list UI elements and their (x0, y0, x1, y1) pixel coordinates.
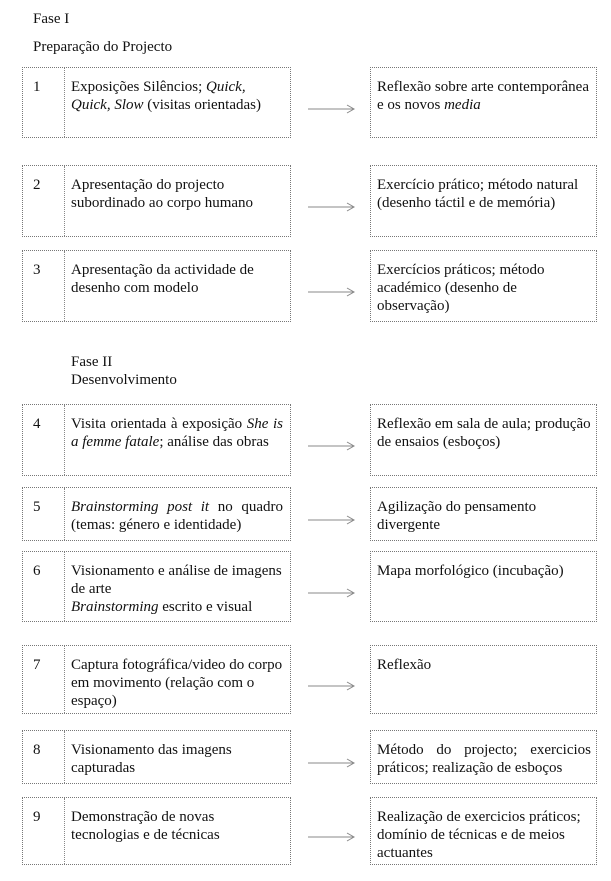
text-segment: Quick, Slow (71, 97, 144, 113)
box-divider (64, 405, 65, 475)
step-activity-text: Visionamento das imagens capturadas (71, 742, 232, 776)
arrow-right-icon (308, 585, 356, 595)
text-segment: Visionamento e análise de imagens de arte (71, 563, 282, 597)
step-outcome-box (370, 404, 597, 476)
step-outcome-text: Agilização do pensamento divergente (377, 499, 537, 533)
text-segment: Reflexão sobre arte contemporânea e os novos (377, 79, 589, 113)
box-divider (64, 552, 65, 621)
arrow-right-icon (308, 199, 356, 209)
step-number: 2 (33, 177, 41, 193)
step-activity-box (22, 645, 291, 714)
text-segment: escrito e visual (158, 599, 253, 615)
step-activity-box (22, 797, 291, 865)
step-number: 8 (33, 742, 41, 758)
step-outcome-text: Mapa morfológico (incubação) (377, 563, 564, 579)
step-row (0, 404, 611, 476)
step-row (0, 797, 611, 865)
step-activity-text: Captura fotográfica/video do corpo em movimento (relação com o espaço) (71, 657, 283, 709)
arrow-right-icon (308, 678, 356, 688)
step-outcome-text: Exercícios práticos; método académico (desenho de observação) (377, 262, 545, 314)
step-outcome-box (370, 730, 597, 784)
arrow-right-icon (308, 101, 356, 111)
step-outcome-text: Realização de exercicios práticos; domínio de técnicas e de meios actuantes (377, 809, 581, 861)
phase-2-subtitle: Desenvolvimento (71, 372, 177, 388)
arrow-right-icon (308, 284, 356, 294)
box-divider (64, 251, 65, 321)
text-segment: no quadro (temas: género e identidade) (71, 499, 283, 533)
step-activity-box (22, 551, 291, 622)
step-number: 7 (33, 657, 41, 673)
step-outcome-box (370, 645, 597, 714)
step-outcome-text: Exercício prático; método natural (desenho táctil e de memória) (377, 177, 579, 211)
phase-1-title: Fase I (33, 11, 70, 27)
step-row (0, 730, 611, 784)
step-activity-box (22, 487, 291, 541)
text-segment: media (444, 97, 481, 113)
box-divider (64, 646, 65, 713)
text-segment: Quick, (206, 79, 246, 95)
step-outcome-box (370, 250, 597, 322)
arrow-right-icon (308, 829, 356, 839)
arrow-right-icon (308, 512, 356, 522)
step-number: 6 (33, 563, 41, 579)
box-divider (64, 731, 65, 783)
box-divider (64, 798, 65, 864)
text-segment: Visita orientada à exposição (71, 416, 247, 432)
step-row (0, 551, 611, 622)
step-activity-box (22, 165, 291, 237)
text-segment: Exposições Silêncios; (71, 79, 206, 95)
step-outcome-box (370, 551, 597, 622)
step-row (0, 165, 611, 237)
text-segment: (visitas orientadas) (143, 97, 261, 113)
box-divider (64, 166, 65, 236)
text-segment: ; análise das obras (159, 434, 269, 450)
step-activity-box (22, 250, 291, 322)
step-activity-text: Demonstração de novas tecnologias e de técnicas (71, 809, 220, 843)
step-row (0, 487, 611, 541)
step-activity-box (22, 67, 291, 138)
box-divider (64, 488, 65, 540)
step-number: 5 (33, 499, 41, 515)
step-outcome-text: Reflexão (377, 657, 432, 673)
step-activity-box (22, 730, 291, 784)
step-row (0, 645, 611, 714)
step-outcome-text (377, 78, 591, 114)
step-outcome-text: Reflexão em sala de aula; produção de ensaios (esboços) (377, 416, 591, 450)
text-segment: Brainstorming post it (71, 499, 210, 515)
text-segment: She is a femme fatale (71, 416, 283, 450)
step-activity-text: Apresentação do projecto subordinado ao corpo humano (71, 177, 254, 211)
step-activity-box (22, 404, 291, 476)
box-divider (64, 68, 65, 137)
step-outcome-text: Método do projecto; exercicios práticos; realização de esboços (377, 742, 591, 776)
step-activity-text (71, 78, 283, 114)
step-row (0, 67, 611, 138)
arrow-right-icon (308, 755, 356, 765)
step-activity-text (71, 415, 283, 451)
step-activity-text: Apresentação da actividade de desenho com modelo (71, 262, 254, 296)
step-number: 4 (33, 416, 41, 432)
step-outcome-box (370, 67, 597, 138)
step-outcome-box (370, 487, 597, 541)
text-segment: Brainstorming (71, 599, 159, 615)
step-activity-text (71, 498, 283, 534)
step-outcome-box (370, 797, 597, 865)
step-outcome-box (370, 165, 597, 237)
phase-1-subtitle: Preparação do Projecto (33, 39, 173, 55)
step-number: 3 (33, 262, 41, 278)
step-number: 9 (33, 809, 41, 825)
arrow-right-icon (308, 438, 356, 448)
step-number: 1 (33, 79, 41, 95)
step-row (0, 250, 611, 322)
step-activity-text (71, 562, 283, 616)
phase-2-title: Fase II (71, 354, 113, 370)
